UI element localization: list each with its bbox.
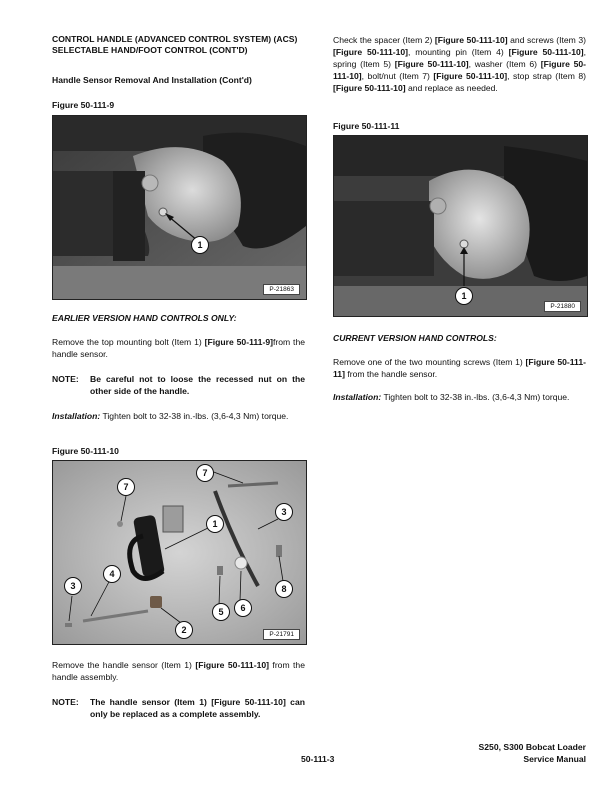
paragraph-remove-sensor <box>52 659 305 683</box>
paragraph-check-parts <box>333 34 586 94</box>
paragraph-text: from the handle sensor. <box>52 337 306 359</box>
paragraph-text: , washer (Item 6) <box>468 59 541 69</box>
figure-reference: [Figure 50-111-10] <box>433 71 508 81</box>
figure-reference: [Figure 50-111-10] <box>333 83 406 93</box>
figure-10-image <box>53 461 306 644</box>
paragraph-text: and screws (Item 3) <box>507 35 586 45</box>
installation-label: Installation: <box>52 411 101 421</box>
figure-10-label: Figure 50-111-10 <box>52 446 119 456</box>
figure-9-label: Figure 50-111-9 <box>52 100 115 110</box>
note-label: NOTE: <box>52 697 79 707</box>
paragraph-text: from the handle sensor. <box>344 369 438 379</box>
figure-11-code: P-21880 <box>544 301 581 312</box>
figure-9-code: P-21863 <box>263 284 300 295</box>
paragraph-text: Remove the top mounting bolt (Item 1) <box>52 337 205 347</box>
note-label: NOTE: <box>52 374 79 384</box>
earlier-version-heading: EARLIER VERSION HAND CONTROLS ONLY: <box>52 313 237 323</box>
callout-1-sensor: 1 <box>206 515 224 533</box>
paragraph-text: , mounting pin (Item 4) <box>408 47 509 57</box>
figure-reference: [Figure 50-111-10] <box>195 660 269 670</box>
paragraph-text: , bolt/nut (Item 7) <box>361 71 434 81</box>
footer-manual: Service Manual <box>523 754 586 764</box>
note-text: The handle sensor (Item 1) [Figure 50-111-10] can only be replaced as a complete assembly. <box>90 697 305 719</box>
figure-9-image <box>53 116 306 299</box>
callout-8-strap: 8 <box>275 580 293 598</box>
note-1 <box>52 373 305 397</box>
paragraph-text: from the handle assembly. <box>52 660 305 682</box>
current-version-heading: CURRENT VERSION HAND CONTROLS: <box>333 333 497 343</box>
figure-reference: [Figure 50-111-10] <box>333 47 409 57</box>
callout-6-washer: 6 <box>234 599 252 617</box>
figure-reference: [Figure 50-111-11] <box>333 357 586 379</box>
installation-2 <box>333 391 586 403</box>
figure-reference: [Figure 50-111-10] <box>508 47 584 57</box>
paragraph-text: Remove the handle sensor (Item 1) <box>52 660 196 670</box>
figure-11-label: Figure 50-111-11 <box>333 121 400 131</box>
paragraph-text: Check the spacer (Item 2) <box>333 35 435 45</box>
callout-4-pin: 4 <box>103 565 121 583</box>
note-text: Be careful not to loose the recessed nut on the other side of the handle. <box>90 374 305 396</box>
note-2 <box>52 696 305 720</box>
figure-9-callout: 1 <box>191 236 209 254</box>
callout-5-spring: 5 <box>212 603 230 621</box>
footer-product: S250, S300 Bobcat Loader <box>478 742 586 752</box>
installation-text: Tighten bolt to 32-38 in.-lbs. (3,6-4,3 Nm) torque. <box>381 392 570 402</box>
installation-1 <box>52 410 305 422</box>
figure-11-photo <box>333 135 588 317</box>
figure-reference: [Figure 50-111-9] <box>204 337 273 347</box>
installation-label: Installation: <box>333 392 382 402</box>
paragraph-text: , spring (Item 5) <box>333 47 587 69</box>
callout-3-screw-2: 3 <box>64 577 82 595</box>
section-subtitle: Handle Sensor Removal And Installation (Cont'd) <box>52 75 252 85</box>
paragraph-text: and replace as needed. <box>405 83 498 93</box>
paragraph-remove-bolt <box>52 336 305 360</box>
figure-reference: [Figure 50-111-10] <box>394 59 469 69</box>
figure-10-photo <box>52 460 307 645</box>
figure-reference: [Figure 50-111-10] <box>333 59 586 81</box>
page-number: 50-111-3 <box>301 754 335 764</box>
installation-text: Tighten bolt to 32-38 in.-lbs. (3,6-4,3 Nm) torque. <box>100 411 289 421</box>
callout-2-spacer: 2 <box>175 621 193 639</box>
callout-7-nut: 7 <box>117 478 135 496</box>
figure-reference: [Figure 50-111-10] <box>434 35 508 45</box>
paragraph-text: , stop strap (Item 8) <box>507 71 586 81</box>
figure-10-code: P-21791 <box>263 629 300 640</box>
figure-9-photo <box>52 115 307 300</box>
figure-11-callout: 1 <box>455 287 473 305</box>
section-title: CONTROL HANDLE (ADVANCED CONTROL SYSTEM) (ACS) SELECTABLE HAND/FOOT CONTROL (CONT'D) <box>52 34 298 55</box>
paragraph-remove-screw <box>333 356 586 380</box>
callout-7-bolt: 7 <box>196 464 214 482</box>
paragraph-text: Remove one of the two mounting screws (Item 1) <box>333 357 526 367</box>
callout-3-screw: 3 <box>275 503 293 521</box>
